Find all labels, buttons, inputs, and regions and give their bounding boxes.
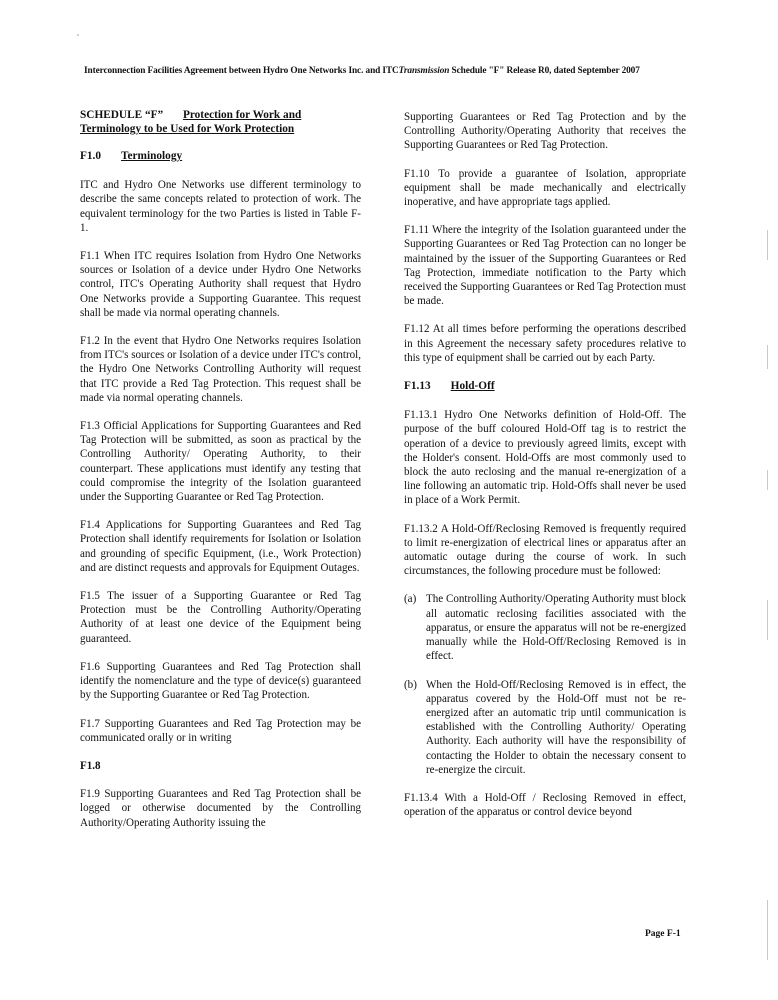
schedule-prefix: SCHEDULE “F” xyxy=(80,109,164,121)
scan-artifact xyxy=(767,230,768,260)
paragraph-f1-6: F1.6 Supporting Guarantees and Red Tag Protection shall identify the nomenclature and the type of device(s) guaranteed by the Supporting Guarantee or Red Tag Protection. xyxy=(80,660,361,702)
scan-artifact xyxy=(767,470,768,490)
paragraph-f1-5: F1.5 The issuer of a Supporting Guarantee or Red Tag Protection must be the Controlling Authority/Operating Authority of at least one device of the Equipment being guaranteed. xyxy=(80,590,361,645)
section-heading-hold-off xyxy=(404,379,686,393)
schedule-heading xyxy=(80,108,361,136)
scan-artifact xyxy=(77,34,79,36)
paragraph-f1-3: F1.3 Official Applications for Supporting Guarantees and Red Tag Protection will be submitted, as soon as practical by the Controlling Authority/ Operating Authority, to their counterpart. These applications must identify any testing that could compromise the integrity of the Isolation guaranteed under the Supporting Guarantee or Red Tag Protection. xyxy=(80,420,361,504)
running-header xyxy=(84,66,704,76)
list-item-text: When the Hold-Off/Reclosing Removed is in effect, the apparatus covered by the Hold-Off must not be re-energized after an automatic trip until communication is established with the Controlling Authority/ Operating Authority. Each authority will have the responsibility of contacting the Holder to obtain the necessary consent to re-energize the circuit. xyxy=(426,678,686,776)
left-column xyxy=(80,108,361,844)
paragraph-intro: ITC and Hydro One Networks use different terminology to describe the same concepts related to protection of work. The equivalent terminology for the two Parties is listed in Table F-1. xyxy=(80,179,361,234)
header-text-suffix: Schedule "F" Release R0, dated September 2007 xyxy=(449,66,640,76)
paragraph-f1-10: F1.10 To provide a guarantee of Isolation, appropriate equipment shall be made mechanically and electrically inoperative, and have appropriate tags applied. xyxy=(404,167,686,209)
page-number: Page F-1 xyxy=(645,929,681,939)
paragraph-f1-11: F1.11 Where the integrity of the Isolation guaranteed under the Supporting Guarantees or Red Tag Protection can no longer be maintained by the issuer of the Supporting Guarantees or Red Tag Protection, immediate notification to the Party which received the Supporting Guarantees or Red Tag Protection must be made. xyxy=(404,224,686,308)
section-title: Hold-Off xyxy=(450,380,495,393)
header-text-prefix: Interconnection Facilities Agreement between Hydro One Networks Inc. and ITC xyxy=(84,66,399,76)
right-column xyxy=(404,110,686,833)
list-item-text: The Controlling Authority/Operating Authority must block all automatic reclosing facilities associated with the apparatus, or ensure the apparatus will not be re-energized manually while the Hold-Off/Reclosing Removed is in effect. xyxy=(426,593,686,663)
scan-artifact xyxy=(767,600,768,640)
section-title: Terminology xyxy=(121,150,183,162)
paragraph-f1-9: F1.9 Supporting Guarantees and Red Tag Protection shall be logged or otherwise documented by the Controlling Authority/Operating Authority issuing the xyxy=(80,788,361,829)
paragraph-continuation: Supporting Guarantees or Red Tag Protection and by the Controlling Authority/Operating Authority that receives the Supporting Guarantees or Red Tag Protection. xyxy=(404,111,686,152)
section-heading-terminology xyxy=(80,149,361,163)
list-marker: (b) xyxy=(404,678,417,691)
list-item-b xyxy=(404,678,686,777)
schedule-title: Protection for Work and Terminology to be Used for Work Protection xyxy=(80,109,302,135)
paragraph-f1-13-1: F1.13.1 Hydro One Networks definition of Hold-Off. The purpose of the buff coloured Hold-Off tag is to restrict the operation of a device to previously agreed limits, except with the Holder's consent. Hold-Offs are most commonly used to block the auto reclosing and the manual re-energization of a line following an automatic trip. Hold-Offs shall never be used in place of a Work Permit. xyxy=(404,409,686,507)
section-number: F1.0 xyxy=(80,150,102,162)
header-text-italic: Transmission xyxy=(398,66,450,76)
paragraph-f1-4: F1.4 Applications for Supporting Guarantees and Red Tag Protection shall identify requirements for Isolation or Isolation and grounding of specific Equipment, (i.e., Work Protection) and are distinct requests and approvals for Equipment Outages. xyxy=(80,519,361,574)
section-number: F1.13 xyxy=(404,380,431,393)
paragraph-f1-12: F1.12 At all times before performing the operations described in this Agreement the necessary safety procedures relative to this type of equipment shall be carried out by each Party. xyxy=(404,323,686,364)
scan-artifact xyxy=(767,900,768,960)
list-item-a xyxy=(404,592,686,663)
paragraph-f1-2: F1.2 In the event that Hydro One Networks requires Isolation from ITC's sources or Isolation of a device under ITC's control, the Hydro One Networks Controlling Authority will request that ITC provide a Red Tag Protection. This request shall be made via normal operating channels. xyxy=(80,335,361,404)
list-marker: (a) xyxy=(404,593,417,606)
paragraph-f1-1: F1.1 When ITC requires Isolation from Hydro One Networks sources or Isolation of a device under Hydro One Networks control, ITC's Operating Authority shall request that Hydro One Networks provide a Supporting Guarantee. This request shall be made via normal operating channels. xyxy=(80,250,361,319)
paragraph-f1-13-4: F1.13.4 With a Hold-Off / Reclosing Removed in effect, operation of the apparatus or control device beyond xyxy=(404,791,686,819)
paragraph-f1-7: F1.7 Supporting Guarantees and Red Tag Protection may be communicated orally or in writing xyxy=(80,717,361,744)
paragraph-f1-8: F1.8 xyxy=(80,759,101,772)
paragraph-f1-13-2: F1.13.2 A Hold-Off/Reclosing Removed is frequently required to limit re-energization of electrical lines or apparatus after an automatic outage during the course of work. In such circumstances, the following procedure must be followed: xyxy=(404,522,686,578)
scan-artifact xyxy=(767,345,768,369)
